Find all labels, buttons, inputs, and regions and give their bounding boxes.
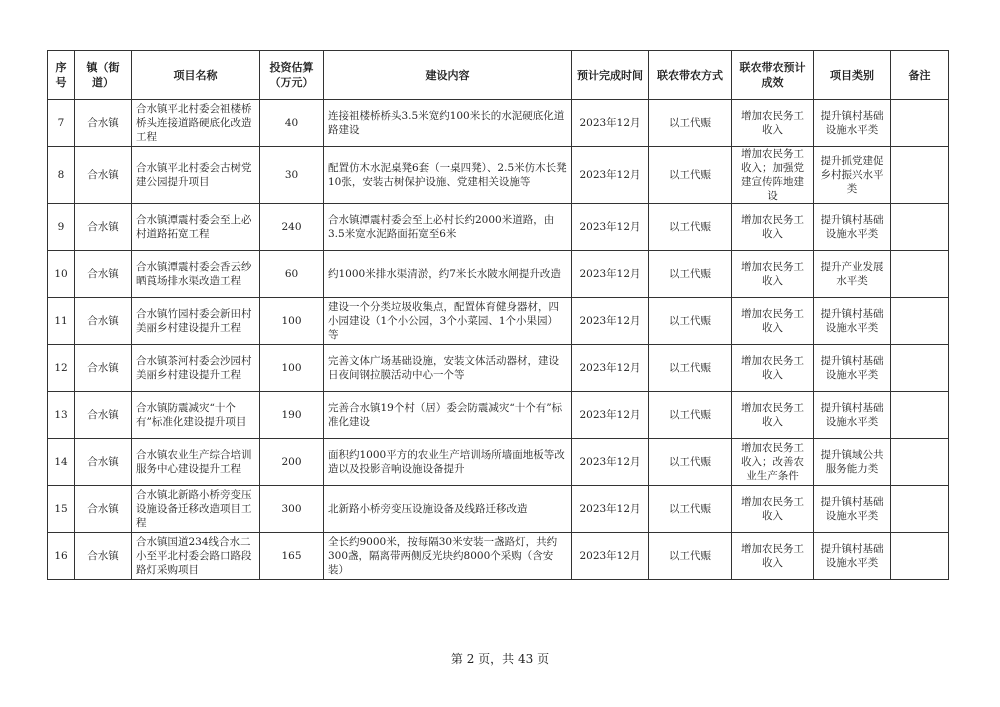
cell-invest: 100 xyxy=(260,345,324,392)
cell-date: 2023年12月 xyxy=(572,251,649,298)
cell-category: 提升镇村基础设施水平类 xyxy=(814,533,891,580)
cell-remark xyxy=(891,100,949,147)
cell-remark xyxy=(891,392,949,439)
cell-method: 以工代赈 xyxy=(649,486,732,533)
table-row xyxy=(48,100,949,147)
cell-date: 2023年12月 xyxy=(572,147,649,204)
table-row xyxy=(48,298,949,345)
header-date: 预计完成时间 xyxy=(572,51,649,100)
cell-town: 合水镇 xyxy=(75,533,132,580)
cell-content: 完善合水镇19个村（居）委会防震减灾“十个有”标准化建设 xyxy=(324,392,572,439)
cell-date: 2023年12月 xyxy=(572,486,649,533)
cell-content: 建设一个分类垃圾收集点，配置体育健身器材，四小园建设（1个小公园，3个小菜园、1个小果园）等 xyxy=(324,298,572,345)
cell-date: 2023年12月 xyxy=(572,439,649,486)
header-name: 项目名称 xyxy=(132,51,260,100)
cell-category: 提升镇村基础设施水平类 xyxy=(814,298,891,345)
cell-category: 提升产业发展水平类 xyxy=(814,251,891,298)
cell-name: 合水镇北新路小桥旁变压设施设备迁移改造项目工程 xyxy=(132,486,260,533)
page-footer: 第 2 页，共 43 页 xyxy=(450,652,550,666)
cell-category: 提升抓党建促乡村振兴水平类 xyxy=(814,147,891,204)
cell-category: 提升镇村基础设施水平类 xyxy=(814,392,891,439)
cell-content: 合水镇潭震村委会至上必村长约2000米道路，由3.5米宽水泥路面拓宽至6米 xyxy=(324,204,572,251)
cell-category: 提升镇域公共服务能力类 xyxy=(814,439,891,486)
cell-date: 2023年12月 xyxy=(572,100,649,147)
header-content: 建设内容 xyxy=(324,51,572,100)
table-row xyxy=(48,486,949,533)
cell-content: 约1000米排水渠清淤，约7米长水陂水闸提升改造 xyxy=(324,251,572,298)
cell-category: 提升镇村基础设施水平类 xyxy=(814,100,891,147)
cell-seq: 11 xyxy=(48,298,75,345)
cell-invest: 100 xyxy=(260,298,324,345)
cell-content: 连接祖楼桥桥头3.5米宽约100米长的水泥硬底化道路建设 xyxy=(324,100,572,147)
cell-invest: 190 xyxy=(260,392,324,439)
cell-content: 配置仿木水泥桌凳6套（一桌四凳）、2.5米仿木长凳10张，安装古树保护设施、党建相关设施等 xyxy=(324,147,572,204)
cell-date: 2023年12月 xyxy=(572,392,649,439)
cell-town: 合水镇 xyxy=(75,439,132,486)
cell-name: 合水镇竹园村委会新田村美丽乡村建设提升工程 xyxy=(132,298,260,345)
cell-content: 完善文体广场基础设施，安装文体活动器材，建设日夜间钢拉膜活动中心一个等 xyxy=(324,345,572,392)
cell-seq: 7 xyxy=(48,100,75,147)
cell-invest: 60 xyxy=(260,251,324,298)
cell-method: 以工代赈 xyxy=(649,251,732,298)
cell-town: 合水镇 xyxy=(75,345,132,392)
cell-seq: 9 xyxy=(48,204,75,251)
header-invest: 投资估算（万元） xyxy=(260,51,324,100)
cell-category: 提升镇村基础设施水平类 xyxy=(814,204,891,251)
cell-remark xyxy=(891,533,949,580)
cell-seq: 14 xyxy=(48,439,75,486)
cell-town: 合水镇 xyxy=(75,298,132,345)
table-row xyxy=(48,251,949,298)
cell-effect: 增加农民务工收入 xyxy=(732,533,814,580)
cell-content: 北新路小桥旁变压设施设备及线路迁移改造 xyxy=(324,486,572,533)
cell-invest: 165 xyxy=(260,533,324,580)
cell-seq: 15 xyxy=(48,486,75,533)
cell-seq: 10 xyxy=(48,251,75,298)
project-table xyxy=(47,50,949,580)
header-town: 镇（街道） xyxy=(75,51,132,100)
cell-date: 2023年12月 xyxy=(572,533,649,580)
cell-town: 合水镇 xyxy=(75,251,132,298)
cell-name: 合水镇防震减灾“十个有”标准化建设提升项目 xyxy=(132,392,260,439)
cell-method: 以工代赈 xyxy=(649,204,732,251)
cell-town: 合水镇 xyxy=(75,204,132,251)
cell-invest: 240 xyxy=(260,204,324,251)
header-row xyxy=(48,51,949,100)
cell-content: 面积约1000平方的农业生产培训场所墙面地板等改造以及投影音响设施设备提升 xyxy=(324,439,572,486)
cell-method: 以工代赈 xyxy=(649,298,732,345)
cell-effect: 增加农民务工收入 xyxy=(732,298,814,345)
cell-method: 以工代赈 xyxy=(649,439,732,486)
cell-method: 以工代赈 xyxy=(649,345,732,392)
cell-remark xyxy=(891,251,949,298)
header-category: 项目类别 xyxy=(814,51,891,100)
cell-remark xyxy=(891,486,949,533)
cell-town: 合水镇 xyxy=(75,100,132,147)
table-row xyxy=(48,533,949,580)
cell-remark xyxy=(891,204,949,251)
table-row xyxy=(48,439,949,486)
cell-invest: 40 xyxy=(260,100,324,147)
cell-effect: 增加农民务工收入 xyxy=(732,392,814,439)
cell-invest: 200 xyxy=(260,439,324,486)
cell-name: 合水镇国道234线合水二小至平北村委会路口路段路灯采购项目 xyxy=(132,533,260,580)
cell-date: 2023年12月 xyxy=(572,345,649,392)
cell-effect: 增加农民务工收入 xyxy=(732,486,814,533)
cell-category: 提升镇村基础设施水平类 xyxy=(814,345,891,392)
header-effect: 联农带农预计成效 xyxy=(732,51,814,100)
cell-method: 以工代赈 xyxy=(649,392,732,439)
cell-seq: 16 xyxy=(48,533,75,580)
cell-name: 合水镇潭震村委会至上必村道路拓宽工程 xyxy=(132,204,260,251)
cell-effect: 增加农民务工收入 xyxy=(732,251,814,298)
cell-method: 以工代赈 xyxy=(649,100,732,147)
cell-seq: 13 xyxy=(48,392,75,439)
cell-name: 合水镇潭震村委会香云纱晒莨场排水渠改造工程 xyxy=(132,251,260,298)
table-row xyxy=(48,147,949,204)
header-seq: 序号 xyxy=(48,51,75,100)
cell-town: 合水镇 xyxy=(75,392,132,439)
cell-name: 合水镇平北村委会古树党建公园提升项目 xyxy=(132,147,260,204)
cell-method: 以工代赈 xyxy=(649,533,732,580)
cell-remark xyxy=(891,298,949,345)
cell-date: 2023年12月 xyxy=(572,204,649,251)
header-method: 联农带农方式 xyxy=(649,51,732,100)
cell-category: 提升镇村基础设施水平类 xyxy=(814,486,891,533)
cell-name: 合水镇茶河村委会沙园村美丽乡村建设提升工程 xyxy=(132,345,260,392)
cell-seq: 12 xyxy=(48,345,75,392)
header-remark: 备注 xyxy=(891,51,949,100)
cell-effect: 增加农民务工收入 xyxy=(732,204,814,251)
cell-effect: 增加农民务工收入 xyxy=(732,345,814,392)
cell-remark xyxy=(891,147,949,204)
cell-name: 合水镇平北村委会祖楼桥桥头连接道路硬底化改造工程 xyxy=(132,100,260,147)
table-row xyxy=(48,204,949,251)
cell-town: 合水镇 xyxy=(75,147,132,204)
cell-effect: 增加农民务工收入；改善农业生产条件 xyxy=(732,439,814,486)
cell-date: 2023年12月 xyxy=(572,298,649,345)
table-row xyxy=(48,392,949,439)
cell-seq: 8 xyxy=(48,147,75,204)
cell-town: 合水镇 xyxy=(75,486,132,533)
cell-name: 合水镇农业生产综合培训服务中心建设提升工程 xyxy=(132,439,260,486)
cell-content: 全长约9000米，按每隔30米安装一盏路灯，共约300盏，隔离带两侧反光块约8000个采购（含安装） xyxy=(324,533,572,580)
cell-invest: 300 xyxy=(260,486,324,533)
cell-method: 以工代赈 xyxy=(649,147,732,204)
cell-remark xyxy=(891,345,949,392)
table-row xyxy=(48,345,949,392)
cell-invest: 30 xyxy=(260,147,324,204)
cell-effect: 增加农民务工收入；加强党建宣传阵地建设 xyxy=(732,147,814,204)
cell-remark xyxy=(891,439,949,486)
cell-effect: 增加农民务工收入 xyxy=(732,100,814,147)
